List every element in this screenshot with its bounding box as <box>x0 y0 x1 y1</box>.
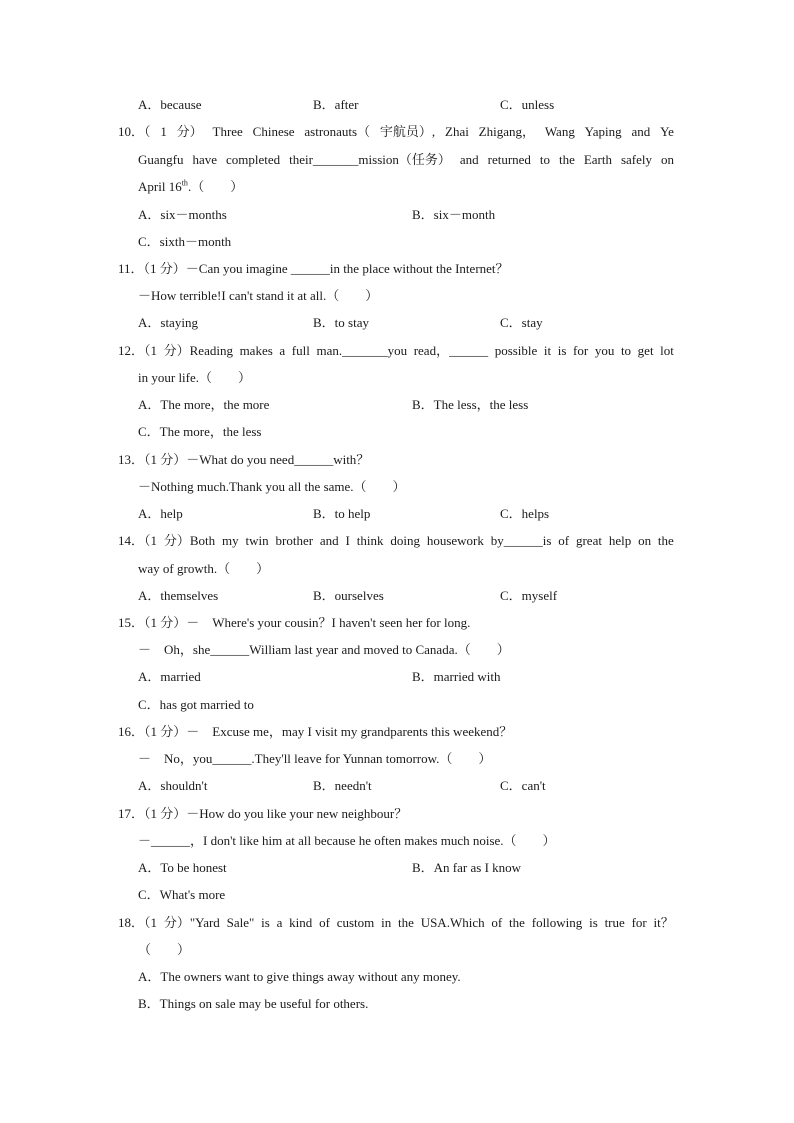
q14-option-b[interactable]: B．ourselves <box>313 588 384 603</box>
word: Yaping <box>584 124 622 139</box>
word: custom <box>336 915 375 930</box>
word: 12．（1 <box>118 343 158 358</box>
word: of <box>491 915 503 930</box>
word: I <box>345 533 350 548</box>
q12-stem-line1 <box>118 343 674 359</box>
word: astronauts（ <box>304 124 371 139</box>
q18-answer-paren[interactable]: （ ） <box>138 942 191 957</box>
word: Zhigang， <box>478 124 535 139</box>
word: lot <box>660 343 674 358</box>
word: doing <box>390 533 420 548</box>
word: and <box>319 533 339 548</box>
word: on <box>660 152 674 167</box>
word: following <box>531 915 583 930</box>
q17-stem-line2: －______，I don't like him at all because he often makes much noise.（ ） <box>138 833 556 848</box>
q9-option-a[interactable]: A．because <box>138 97 202 112</box>
q14-option-c[interactable]: C．myself <box>500 588 558 603</box>
word: a <box>276 915 283 930</box>
word: 分） <box>176 124 203 139</box>
q17-option-b[interactable]: B．An far as I know <box>412 860 522 875</box>
word: 分）Reading <box>163 343 233 358</box>
q9-option-c[interactable]: C．unless <box>500 97 555 112</box>
word: kind <box>289 915 313 930</box>
word: Ye <box>660 124 674 139</box>
word: returned <box>487 152 531 167</box>
word: think <box>356 533 384 548</box>
q13-option-b[interactable]: B．to help <box>313 506 371 521</box>
word: a <box>279 343 286 358</box>
word: Wang <box>544 124 575 139</box>
q10-option-c[interactable]: C．sixth－month <box>138 234 232 249</box>
word: for <box>573 343 589 358</box>
q15-stem-line2: － Oh，she______William last year and moved to Canada.（ ） <box>138 642 510 657</box>
q17-option-a[interactable]: A．To be honest <box>138 860 227 875</box>
word: USA.Which <box>420 915 485 930</box>
q11-option-c[interactable]: C．stay <box>500 315 543 330</box>
word: on <box>638 533 652 548</box>
word: of <box>558 533 570 548</box>
q10-option-b[interactable]: B．six－month <box>412 207 496 222</box>
word: the <box>558 152 575 167</box>
word: possible <box>494 343 538 358</box>
date-text: April 16 <box>138 179 182 194</box>
q16-stem-line1: 16．（1 分）－ Excuse me，may I visit my grandparents this weekend？ <box>118 724 513 739</box>
word: Sale" <box>226 915 255 930</box>
word: for <box>631 915 647 930</box>
word: completed <box>225 152 281 167</box>
word: help <box>608 533 632 548</box>
word: Guangfu <box>138 152 184 167</box>
ordinal-suffix: th <box>181 178 188 188</box>
word: to <box>620 343 632 358</box>
word: and <box>631 124 651 139</box>
q17-stem-line1: 17．（1 分）－How do you like your new neighbour？ <box>118 806 408 821</box>
word: Three <box>212 124 243 139</box>
word: the <box>657 533 674 548</box>
word: 1 <box>160 124 167 139</box>
word: 宇航员）, <box>379 124 436 139</box>
word: the <box>398 915 414 930</box>
q18-option-b[interactable]: B．Things on sale may be useful for others. <box>138 996 369 1011</box>
q14-stem-line1 <box>118 533 674 549</box>
q15-option-b[interactable]: B．married with <box>412 669 501 684</box>
q15-stem-line1: 15．（1 分）－ Where's your cousin？I haven't seen her for long. <box>118 615 471 630</box>
answer-blank[interactable]: read，______ <box>413 343 489 358</box>
q17-option-c[interactable]: C．What's more <box>138 887 226 902</box>
word: get <box>637 343 654 358</box>
word: great <box>575 533 602 548</box>
word: full <box>291 343 310 358</box>
answer-blank[interactable]: by______is <box>490 533 552 548</box>
q16-stem-line2: － No，you______.They'll leave for Yunnan tomorrow.（ ） <box>138 751 492 766</box>
word: true <box>604 915 625 930</box>
word: in <box>381 915 392 930</box>
q12-option-a[interactable]: A．The more，the more <box>138 397 270 412</box>
q18-option-a[interactable]: A．The owners want to give things away without any money. <box>138 969 461 984</box>
word: twin <box>245 533 269 548</box>
word: is <box>261 915 270 930</box>
word: safely <box>620 152 653 167</box>
word: and <box>459 152 479 167</box>
q15-option-c[interactable]: C．has got married to <box>138 697 254 712</box>
word: 10．（ <box>118 124 151 139</box>
q13-stem-line1: 13．（1 分）－What do you need______with？ <box>118 452 370 467</box>
q10-stem-line1 <box>118 124 674 140</box>
q12-option-b[interactable]: B．The less，the less <box>412 397 529 412</box>
q15-option-a[interactable]: A．married <box>138 669 201 684</box>
q18-stem-line1 <box>118 915 674 931</box>
word: the <box>509 915 525 930</box>
answer-blank[interactable]: their_______mission（任务） <box>289 152 451 167</box>
word: brother <box>275 533 314 548</box>
word: have <box>192 152 218 167</box>
q10-option-a[interactable]: A．six－months <box>138 207 227 222</box>
word: is <box>589 915 598 930</box>
q11-stem-line1: 11．（1 分）－Can you imagine ______in the place without the Internet？ <box>118 261 509 276</box>
word: you <box>594 343 615 358</box>
word: to <box>539 152 551 167</box>
q14-stem-line2: way of growth.（ ） <box>138 561 270 576</box>
word: Earth <box>583 152 612 167</box>
q16-option-b[interactable]: B．needn't <box>313 778 372 793</box>
word: is <box>557 343 567 358</box>
word: of <box>319 915 330 930</box>
word: Zhai <box>445 124 469 139</box>
q10-stem-line2 <box>138 152 674 168</box>
q11-option-a[interactable]: A．staying <box>138 315 198 330</box>
word: it <box>543 343 552 358</box>
word: 18．（1 <box>118 915 158 930</box>
q10-stem-line3 <box>138 179 243 195</box>
word: 分）Both <box>163 533 216 548</box>
word: 分）"Yard <box>163 915 220 930</box>
q13-option-a[interactable]: A．help <box>138 506 183 521</box>
q12-option-c[interactable]: C．The more，the less <box>138 424 262 439</box>
q11-stem-line2: －How terrible!I can't stand it at all.（ ） <box>138 288 379 303</box>
word: my <box>222 533 239 548</box>
q9-option-b[interactable]: B．after <box>313 97 359 112</box>
word: Chinese <box>252 124 295 139</box>
q16-option-a[interactable]: A．shouldn't <box>138 778 208 793</box>
q16-option-c[interactable]: C．can't <box>500 778 546 793</box>
q13-stem-line2: －Nothing much.Thank you all the same.（ ） <box>138 479 406 494</box>
q11-option-b[interactable]: B．to stay <box>313 315 369 330</box>
word: it？ <box>653 915 674 930</box>
answer-paren[interactable]: .（ ） <box>187 179 244 194</box>
word: 14．（1 <box>118 533 158 548</box>
q12-stem-line2: in your life.（ ） <box>138 370 252 385</box>
answer-blank[interactable]: man._______you <box>316 343 408 358</box>
q14-option-a[interactable]: A．themselves <box>138 588 219 603</box>
q13-option-c[interactable]: C．helps <box>500 506 550 521</box>
word: makes <box>239 343 273 358</box>
word: housework <box>426 533 484 548</box>
